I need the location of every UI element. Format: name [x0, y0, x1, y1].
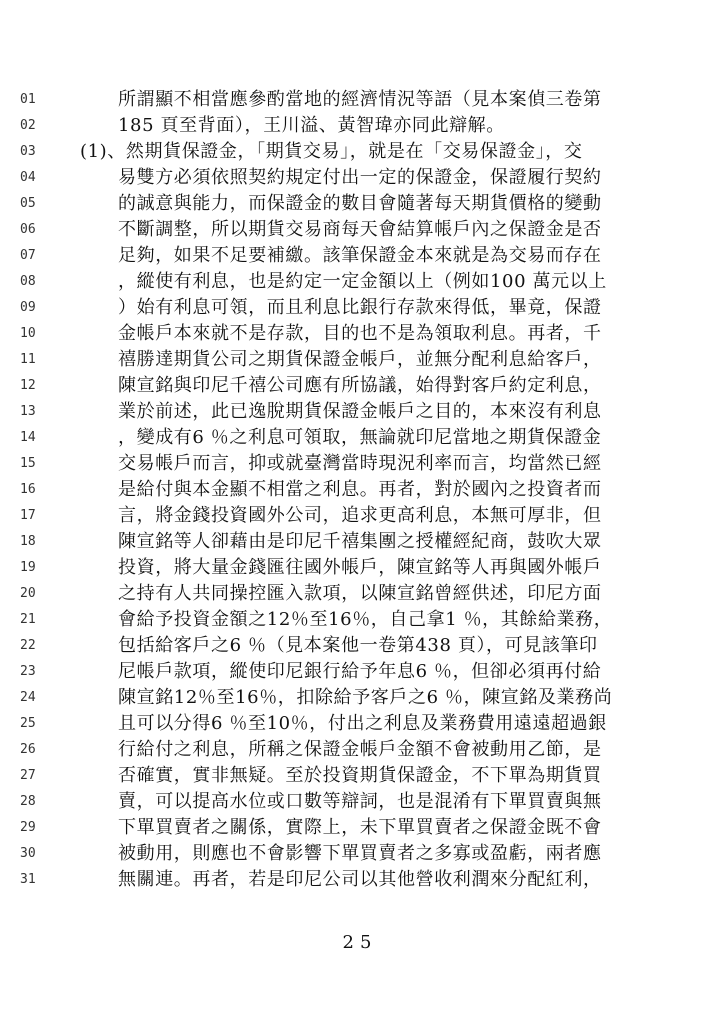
- line-text: ）始有利息可領，而且利息比銀行存款來得低，畢竟，保證: [118, 297, 602, 318]
- line-07: [0, 243, 720, 269]
- line-number: 16: [20, 482, 36, 497]
- line-text: 包括給客戶之6 ％（見本案他一卷第438 頁），可見該筆印: [118, 635, 598, 656]
- line-text: 下單買賣者之關係，實際上，未下單買賣者之保證金既不會: [118, 817, 602, 838]
- line-number: 06: [20, 222, 36, 237]
- line-number: 24: [20, 690, 36, 705]
- line-08: [0, 269, 720, 295]
- line-text: 185 頁至背面），王川溢、黃智瑋亦同此辯解。: [118, 115, 505, 136]
- line-number: 10: [20, 326, 36, 341]
- line-number: 23: [20, 664, 36, 679]
- line-20: [0, 581, 720, 607]
- line-text: 陳宣銘與印尼千禧公司應有所協議，始得對客戶約定利息，: [118, 375, 602, 396]
- line-text: 且可以分得6 ％至10％，付出之利息及業務費用遠遠超過銀: [118, 713, 607, 734]
- line-27: [0, 763, 720, 789]
- line-12: [0, 373, 720, 399]
- line-text: 尼帳戶款項，縱使印尼銀行給予年息6 ％，但卻必須再付給: [118, 661, 602, 682]
- line-number: 11: [20, 352, 36, 367]
- line-05: [0, 191, 720, 217]
- line-number: 29: [20, 820, 36, 835]
- line-text: 的誠意與能力，而保證金的數目會隨著每天期貨價格的變動: [118, 193, 602, 214]
- line-text: (1)、然期貨保證金，「期貨交易」，就是在「交易保證金」，交: [80, 141, 583, 162]
- line-number: 28: [20, 794, 36, 809]
- line-number: 01: [20, 92, 36, 107]
- line-number: 25: [20, 716, 36, 731]
- line-29: [0, 815, 720, 841]
- line-text: 陳宣銘等人卻藉由是印尼千禧集團之授權經紀商，鼓吹大眾: [118, 531, 602, 552]
- line-text: 交易帳戶而言，抑或就臺灣當時現況利率而言，均當然已經: [118, 453, 602, 474]
- line-text: 賣，可以提高水位或口數等辯詞，也是混淆有下單買賣與無: [118, 791, 602, 812]
- line-19: [0, 555, 720, 581]
- line-17: [0, 503, 720, 529]
- line-number: 08: [20, 274, 36, 289]
- line-number: 03: [20, 144, 36, 159]
- line-text: 被動用，則應也不會影響下單買賣者之多寡或盈虧，兩者應: [118, 843, 602, 864]
- line-15: [0, 451, 720, 477]
- line-text: 易雙方必須依照契約規定付出一定的保證金，保證履行契約: [118, 167, 602, 188]
- line-number: 26: [20, 742, 36, 757]
- line-18: [0, 529, 720, 555]
- line-number: 09: [20, 300, 36, 315]
- line-text: 不斷調整，所以期貨交易商每天會結算帳戶內之保證金是否: [118, 219, 602, 240]
- line-number: 02: [20, 118, 36, 133]
- line-number: 15: [20, 456, 36, 471]
- line-number: 17: [20, 508, 36, 523]
- line-25: [0, 711, 720, 737]
- line-text: 所謂顯不相當應參酌當地的經濟情況等語（見本案偵三卷第: [118, 89, 602, 110]
- line-01: [0, 87, 720, 113]
- line-number: 07: [20, 248, 36, 263]
- line-number: 12: [20, 378, 36, 393]
- line-number: 13: [20, 404, 36, 419]
- line-10: [0, 321, 720, 347]
- line-16: [0, 477, 720, 503]
- line-26: [0, 737, 720, 763]
- line-22: [0, 633, 720, 659]
- line-text: 投資，將大量金錢匯往國外帳戶，陳宣銘等人再與國外帳戶: [118, 557, 602, 578]
- line-04: [0, 165, 720, 191]
- line-text: 禧勝達期貨公司之期貨保證金帳戶，並無分配利息給客戶，: [118, 349, 602, 370]
- line-number: 31: [20, 872, 36, 887]
- line-text: 金帳戶本來就不是存款，目的也不是為領取利息。再者，千: [118, 323, 602, 344]
- line-09: [0, 295, 720, 321]
- line-text: ，縱使有利息，也是約定一定金額以上（例如100 萬元以上: [118, 271, 607, 292]
- line-text: ，變成有6 ％之利息可領取，無論就印尼當地之期貨保證金: [118, 427, 602, 448]
- line-21: [0, 607, 720, 633]
- line-11: [0, 347, 720, 373]
- line-31: [0, 867, 720, 893]
- line-13: [0, 399, 720, 425]
- line-24: [0, 685, 720, 711]
- line-number: 19: [20, 560, 36, 575]
- line-text: 無關連。再者，若是印尼公司以其他營收利潤來分配紅利，: [118, 869, 602, 890]
- line-text: 足夠，如果不足要補繳。該筆保證金本來就是為交易而存在: [118, 245, 602, 266]
- line-23: [0, 659, 720, 685]
- line-03: [0, 139, 720, 165]
- line-text: 之持有人共同操控匯入款項，以陳宣銘曾經供述，印尼方面: [118, 583, 602, 604]
- line-28: [0, 789, 720, 815]
- line-number: 21: [20, 612, 36, 627]
- line-text: 是給付與本金顯不相當之利息。再者，對於國內之投資者而: [118, 479, 602, 500]
- line-02: [0, 113, 720, 139]
- line-number: 20: [20, 586, 36, 601]
- line-06: [0, 217, 720, 243]
- line-number: 04: [20, 170, 36, 185]
- line-text: 言，將金錢投資國外公司，追求更高利息，本無可厚非，但: [118, 505, 602, 526]
- page-number: 25: [342, 932, 378, 953]
- line-text: 陳宣銘12％至16％，扣除給予客戶之6 ％，陳宣銘及業務尚: [118, 687, 613, 708]
- line-number: 22: [20, 638, 36, 653]
- line-number: 30: [20, 846, 36, 861]
- line-text: 會給予投資金額之12％至16％，自己拿1 ％，其餘給業務，: [118, 609, 613, 630]
- line-text: 業於前述，此已逸脫期貨保證金帳戶之目的，本來沒有利息: [118, 401, 602, 422]
- line-number: 18: [20, 534, 36, 549]
- line-number: 05: [20, 196, 36, 211]
- line-text: 行給付之利息，所稱之保證金帳戶金額不會被動用乙節，是: [118, 739, 602, 760]
- line-14: [0, 425, 720, 451]
- line-number: 14: [20, 430, 36, 445]
- line-text: 否確實，實非無疑。至於投資期貨保證金，不下單為期貨買: [118, 765, 602, 786]
- line-30: [0, 841, 720, 867]
- line-number: 27: [20, 768, 36, 783]
